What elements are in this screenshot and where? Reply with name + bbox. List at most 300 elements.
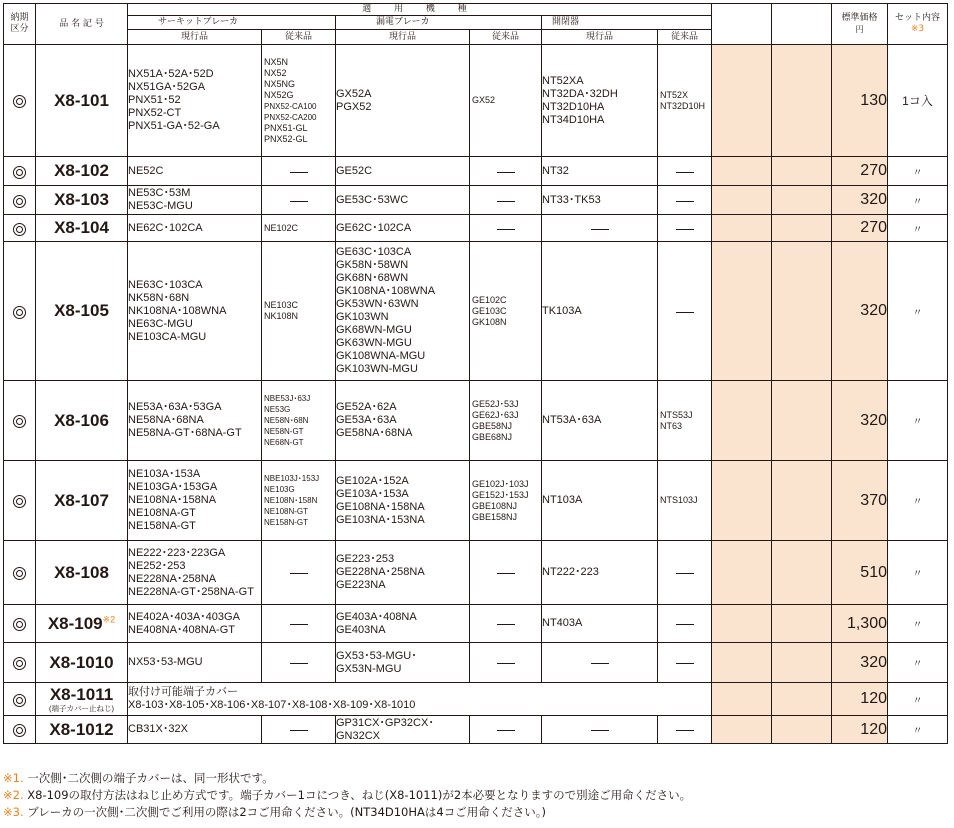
part-number-header: 品 名 記 号: [36, 4, 128, 45]
lb-current-models: [336, 716, 470, 744]
model-text: NE252･253: [128, 559, 186, 572]
dash-mark: [676, 624, 694, 625]
cb-current-models: [128, 605, 262, 643]
delivery-status: [4, 541, 36, 605]
part-number-text: X8-105: [54, 301, 109, 320]
circuit-breaker-header: サーキットブレーカ: [128, 16, 336, 30]
delivery-status: [4, 643, 36, 683]
cb-current-models: [128, 643, 262, 683]
dash-mark: [290, 730, 308, 731]
model-text: PNX52-GL: [264, 133, 308, 144]
part-number: [36, 381, 128, 461]
model-text: GE102A･152A: [336, 474, 409, 487]
cb-legacy-models: [262, 215, 336, 242]
model-text: NE53A･63A･53GA: [128, 401, 222, 413]
part-number: [36, 643, 128, 683]
sw-current-models: [542, 45, 658, 157]
model-text: PNX51･52: [128, 94, 181, 106]
model-text: GE103A･153A: [336, 487, 409, 500]
part-number: [36, 215, 128, 242]
lb-legacy-models: [470, 45, 542, 157]
lb-current-models: [336, 215, 470, 242]
dash-mark: [497, 663, 515, 664]
model-text: GK58N･58WN: [336, 259, 409, 271]
part-footnote-mark: ※2: [102, 613, 116, 624]
sw-legacy-models: [658, 716, 712, 744]
blank-cell-1: [712, 716, 772, 744]
part-number-text: X8-108: [54, 562, 109, 582]
model-text: GE103C: [472, 305, 507, 316]
set-contents: 〃: [888, 381, 948, 461]
model-text: NE103A･153A: [128, 468, 201, 480]
model-text: NT34D10HA: [542, 113, 605, 126]
double-circle-icon: [13, 495, 26, 508]
model-text: NE53G: [264, 405, 291, 414]
cb-current-models: [128, 541, 262, 605]
delivery-status: [4, 215, 36, 242]
model-text: NE53C-MGU: [128, 200, 193, 212]
part-number: [36, 45, 128, 157]
dash-mark: [290, 573, 308, 574]
model-text: NE108NA･158NA: [128, 494, 217, 506]
model-text: GK108N: [472, 316, 507, 327]
set-contents: 〃: [888, 461, 948, 541]
footnote-2: ※2. X8-109の取付方法はねじ止め方式です。端子カバー1コにつき、ねじ(X8-1011)が2本必要となりますので別途ご用命ください。: [3, 788, 692, 802]
part-number-text: X8-107: [54, 490, 109, 510]
lb-current-models: [336, 157, 470, 186]
model-text: GE403NA: [336, 623, 386, 636]
model-text: GK63WN-MGU: [336, 337, 412, 349]
lb-legacy-models: [470, 186, 542, 215]
cb-legacy-models: [262, 186, 336, 215]
table-row: [4, 242, 948, 381]
model-text: NK108N: [264, 311, 299, 321]
lb-legacy-models: [470, 643, 542, 683]
part-number-text: X8-1010: [49, 652, 114, 672]
model-text: NE52C: [128, 164, 164, 177]
blank-cell-2: [772, 643, 832, 683]
delivery-status: [4, 242, 36, 381]
model-text: NK108NA･108WNA: [128, 304, 227, 317]
model-text: GE103NA･153NA: [336, 513, 425, 526]
standard-price: 270: [832, 157, 888, 186]
model-text: NE228NA-GT･258NA-GT: [128, 585, 254, 598]
delivery-status: [4, 716, 36, 744]
model-text: PNX51-GL: [264, 122, 308, 133]
cb-current-models: [128, 215, 262, 242]
sw-current-models: [542, 215, 658, 242]
delivery-status: [4, 186, 36, 215]
part-number: [36, 461, 128, 541]
model-text: NE158N-GT: [264, 518, 309, 527]
model-text: GX52A: [336, 87, 372, 100]
set-contents: 〃: [888, 683, 948, 716]
dash-mark: [676, 663, 694, 664]
blank-cell-1: [712, 45, 772, 157]
model-text: NT403A: [542, 617, 583, 629]
double-circle-icon: [13, 306, 26, 319]
table-row: [4, 45, 948, 157]
dash-mark: [591, 730, 609, 731]
lb-current-header: 現行品: [336, 30, 470, 45]
blank-cell-1: [712, 215, 772, 242]
model-text: NE222･223･223GA: [128, 546, 226, 559]
dash-mark: [591, 229, 609, 230]
model-text: GBE158NJ: [472, 511, 518, 522]
standard-price: 1,300: [832, 605, 888, 643]
dash-mark: [290, 201, 308, 202]
model-text: NX51A･52A･52D: [128, 68, 214, 80]
compatible-covers-text: X8-103･X8-105･X8-106･X8-107･X8-108･X8-109･X8-1010: [128, 699, 416, 711]
set-contents: 1コ入: [888, 45, 948, 157]
model-text: NT33･TK53: [542, 193, 601, 206]
model-text: NE108N･158N: [264, 496, 318, 505]
double-circle-icon: [13, 657, 26, 670]
set-contents: 〃: [888, 215, 948, 242]
dash-mark: [676, 730, 694, 731]
set-contents: 〃: [888, 186, 948, 215]
table-row: [4, 541, 948, 605]
model-text: NT32DA･32DH: [542, 87, 618, 100]
terminal-cover-table: [3, 3, 948, 744]
part-number-text: X8-1012: [49, 719, 114, 739]
model-text: GP31CX･GP32CX･: [336, 716, 434, 729]
sw-current-models: [542, 157, 658, 186]
dash-mark: [676, 573, 694, 574]
dash-mark: [497, 201, 515, 202]
dash-mark: [591, 663, 609, 664]
blank-cell-1: [712, 541, 772, 605]
model-text: NE108NA-GT: [128, 507, 196, 519]
blank-cell-1: [712, 186, 772, 215]
model-text: GE62C･102CA: [336, 221, 412, 234]
model-text: GX52: [472, 95, 496, 105]
part-number-text: X8-106: [54, 410, 109, 430]
lb-legacy-header: 従来品: [470, 30, 542, 45]
model-text: NE402A･403A･403GA: [128, 610, 240, 623]
part-number: [36, 605, 128, 643]
lb-current-models: [336, 541, 470, 605]
lb-legacy-models: [470, 716, 542, 744]
part-number-text: X8-1011: [49, 685, 114, 704]
lb-current-models: [336, 186, 470, 215]
double-circle-icon: [13, 618, 26, 631]
model-text: NE408NA･408NA-GT: [128, 623, 235, 636]
model-text: GE52A･62A: [336, 401, 397, 413]
model-text: NX52: [264, 67, 287, 78]
dash-mark: [676, 172, 694, 173]
set-contents: 〃: [888, 716, 948, 744]
sw-current-models: [542, 242, 658, 381]
cb-legacy-models: [262, 643, 336, 683]
dash-mark: [497, 573, 515, 574]
part-number: [36, 541, 128, 605]
blank-cell-2: [772, 157, 832, 186]
dash-mark: [676, 229, 694, 230]
model-text: TK103A: [542, 304, 582, 317]
table-row: [4, 461, 948, 541]
model-text: PNX52-CA200: [264, 112, 317, 122]
delivery-status: [4, 157, 36, 186]
model-text: NX52G: [264, 89, 294, 100]
model-text: NE58N-GT: [264, 427, 304, 436]
model-text: GK68N･68WN: [336, 272, 409, 284]
model-text: NE62C･102CA: [128, 221, 203, 234]
model-text: GK53WN･63WN: [336, 298, 419, 310]
table-row: [4, 643, 948, 683]
sw-legacy-models: [658, 45, 712, 157]
cb-current-models: [128, 242, 262, 381]
dash-mark: [290, 663, 308, 664]
model-text: GE102C: [472, 294, 507, 305]
blank-cell-2: [772, 461, 832, 541]
model-text: GE223NA: [336, 579, 386, 591]
model-text: GE52C: [336, 164, 373, 177]
lb-legacy-models: [470, 242, 542, 381]
standard-price: 120: [832, 683, 888, 716]
model-text: GK108WNA-MGU: [336, 350, 426, 362]
blank-cell-2: [772, 186, 832, 215]
model-text: GE62J･63J: [472, 409, 519, 420]
cb-current-models: [128, 381, 262, 461]
model-text: NX51GA･52GA: [128, 81, 206, 93]
model-text: GBE68NJ: [472, 431, 513, 442]
model-text: GX53N-MGU: [336, 662, 402, 675]
price-header: 標準価格 円: [832, 4, 888, 45]
set-contents: 〃: [888, 541, 948, 605]
blank-cell-2: [772, 541, 832, 605]
lb-current-models: [336, 643, 470, 683]
delivery-status: [4, 45, 36, 157]
blank-header-2: [772, 4, 832, 45]
delivery-header: 納期 区分: [4, 4, 36, 45]
lb-legacy-models: [470, 605, 542, 643]
blank-cell-1: [712, 683, 772, 716]
standard-price: 130: [832, 45, 888, 157]
model-text: NT52X: [660, 89, 689, 100]
standard-price: 270: [832, 215, 888, 242]
sw-legacy-models: [658, 242, 712, 381]
blank-cell-2: [772, 381, 832, 461]
standard-price: 320: [832, 643, 888, 683]
lb-current-models: [336, 45, 470, 157]
model-text: CB31X･32X: [128, 723, 188, 735]
double-circle-icon: [13, 95, 26, 108]
model-text: GE152J･153J: [472, 489, 529, 500]
lb-legacy-models: [470, 541, 542, 605]
model-text: NT32: [542, 164, 569, 177]
sw-legacy-models: [658, 186, 712, 215]
cb-current-models: [128, 461, 262, 541]
model-text: NT32D10HA: [542, 100, 605, 113]
double-circle-icon: [13, 724, 26, 737]
table-row: [4, 215, 948, 242]
lb-current-models: [336, 461, 470, 541]
dash-mark: [290, 172, 308, 173]
model-text: NE158NA-GT: [128, 520, 196, 532]
cb-current-header: 現行品: [128, 30, 262, 45]
lb-legacy-models: [470, 157, 542, 186]
set-contents-header: セット内容 ※3: [888, 4, 948, 45]
blank-cell-2: [772, 605, 832, 643]
part-number-text: X8-104: [54, 218, 109, 237]
model-text: GN32CX: [336, 729, 381, 742]
sw-current-models: [542, 643, 658, 683]
cb-legacy-models: [262, 157, 336, 186]
cb-legacy-models: [262, 716, 336, 744]
set-contents: 〃: [888, 157, 948, 186]
part-number-text: X8-101: [54, 90, 109, 110]
sw-current-models: [542, 186, 658, 215]
model-text: NE58N･68N: [264, 416, 309, 425]
blank-cell-2: [772, 716, 832, 744]
model-text: GK103WN-MGU: [336, 363, 418, 375]
part-number: [36, 157, 128, 186]
model-text: NX53･53-MGU: [128, 656, 203, 668]
blank-cell-1: [712, 605, 772, 643]
model-text: GK68WN-MGU: [336, 324, 412, 336]
set-contents: 〃: [888, 643, 948, 683]
model-text: GK103WN: [336, 311, 389, 323]
part-number-text: X8-109: [47, 613, 103, 633]
set-contents: 〃: [888, 242, 948, 381]
model-text: NT222･223: [542, 566, 599, 578]
sw-legacy-models: [658, 605, 712, 643]
model-text: NE228NA･258NA: [128, 572, 217, 585]
blank-cell-2: [772, 683, 832, 716]
cb-legacy-models: [262, 45, 336, 157]
cb-current-models: [128, 45, 262, 157]
model-text: NE63C-MGU: [128, 317, 193, 330]
sw-current-models: [542, 461, 658, 541]
table-row: [4, 157, 948, 186]
lb-legacy-models: [470, 461, 542, 541]
sw-current-models: [542, 381, 658, 461]
sw-current-models: [542, 716, 658, 744]
model-text: NBE53J･63J: [264, 394, 311, 403]
model-text: GE228NA･258NA: [336, 566, 425, 578]
blank-cell-1: [712, 381, 772, 461]
model-text: NT53A･63A: [542, 414, 602, 426]
dash-mark: [290, 624, 308, 625]
model-text: NE58NA･68NA: [128, 414, 204, 426]
model-text: NX5N: [264, 56, 289, 67]
model-text: GBE58NJ: [472, 420, 513, 431]
model-text: PNX51-GA･52-GA: [128, 120, 220, 132]
dash-mark: [676, 312, 694, 313]
footnote-1: ※1. 一次側･二次側の端子カバーは、同一形状です。: [3, 771, 274, 785]
model-text: GE58NA･68NA: [336, 427, 413, 439]
double-circle-icon: [13, 195, 26, 208]
model-text: NE68N-GT: [264, 438, 304, 447]
blank-header-1: [712, 4, 772, 45]
cb-legacy-models: [262, 242, 336, 381]
cb-legacy-models: [262, 461, 336, 541]
model-text: NE103CA-MGU: [128, 330, 207, 343]
double-circle-icon: [13, 694, 26, 707]
part-number: [36, 242, 128, 381]
model-text: NE103C: [264, 300, 299, 310]
dash-mark: [676, 201, 694, 202]
model-text: GX53･53-MGU･: [336, 649, 417, 662]
model-text: GK108NA･108WNA: [336, 285, 436, 297]
model-text: NT63: [660, 420, 683, 431]
model-text: GE53A･63A: [336, 414, 397, 426]
sw-legacy-models: [658, 461, 712, 541]
table-row: [4, 186, 948, 215]
part-number: [36, 716, 128, 744]
model-text: NE103GA･153GA: [128, 481, 218, 493]
sw-current-models: [542, 605, 658, 643]
standard-price: 120: [832, 716, 888, 744]
model-text: PNX52-CA100: [264, 101, 317, 111]
model-text: GE108NA･158NA: [336, 500, 425, 513]
double-circle-icon: [13, 415, 26, 428]
model-text: NT32D10H: [660, 100, 706, 111]
model-text: NE53C･53M: [128, 187, 191, 199]
switch-header: 開閉器: [542, 16, 712, 30]
standard-price: 320: [832, 186, 888, 215]
model-text: GE52J･53J: [472, 398, 519, 409]
model-text: PNX52-CT: [128, 107, 182, 119]
model-text: GE403A･408NA: [336, 610, 417, 623]
standard-price: 320: [832, 381, 888, 461]
cb-legacy-models: [262, 541, 336, 605]
blank-cell-2: [772, 242, 832, 381]
model-text: NBE103J･153J: [264, 474, 320, 483]
standard-price: 370: [832, 461, 888, 541]
part-number-text: X8-103: [54, 190, 109, 209]
blank-cell-1: [712, 643, 772, 683]
cb-current-models: [128, 186, 262, 215]
sw-legacy-models: [658, 157, 712, 186]
cb-current-models: [128, 157, 262, 186]
part-number: [36, 186, 128, 215]
double-circle-icon: [13, 223, 26, 236]
cb-legacy-header: 従来品: [262, 30, 336, 45]
delivery-status: [4, 381, 36, 461]
model-text: NE103G: [264, 485, 295, 494]
model-text: NE58NA-GT･68NA-GT: [128, 427, 242, 439]
lb-legacy-models: [470, 215, 542, 242]
part-subtitle: (端子カバー止ねじ): [49, 704, 114, 713]
sw-legacy-models: [658, 643, 712, 683]
delivery-status: [4, 605, 36, 643]
sw-current-header: 現行品: [542, 30, 658, 45]
cb-legacy-models: [262, 605, 336, 643]
table-row: [4, 716, 948, 744]
model-text: PGX52: [336, 100, 372, 113]
lb-current-models: [336, 605, 470, 643]
standard-price: 510: [832, 541, 888, 605]
model-text: GBE108NJ: [472, 500, 518, 511]
dash-mark: [497, 730, 515, 731]
delivery-status: [4, 683, 36, 716]
lb-legacy-models: [470, 381, 542, 461]
compatible-covers-text: 取付け可能端子カバー: [128, 686, 238, 698]
model-text: NTS103J: [660, 495, 698, 505]
cb-current-models: [128, 716, 262, 744]
part-number: [36, 683, 128, 716]
model-text: NK58N･68N: [128, 291, 190, 304]
model-text: GE63C･103CA: [336, 246, 412, 258]
model-text: NE108N-GT: [264, 507, 309, 516]
model-text: GE223･253: [336, 553, 395, 565]
blank-cell-2: [772, 215, 832, 242]
model-text: NT103A: [542, 494, 583, 506]
double-circle-icon: [13, 567, 26, 580]
model-text: NT52XA: [542, 74, 584, 87]
